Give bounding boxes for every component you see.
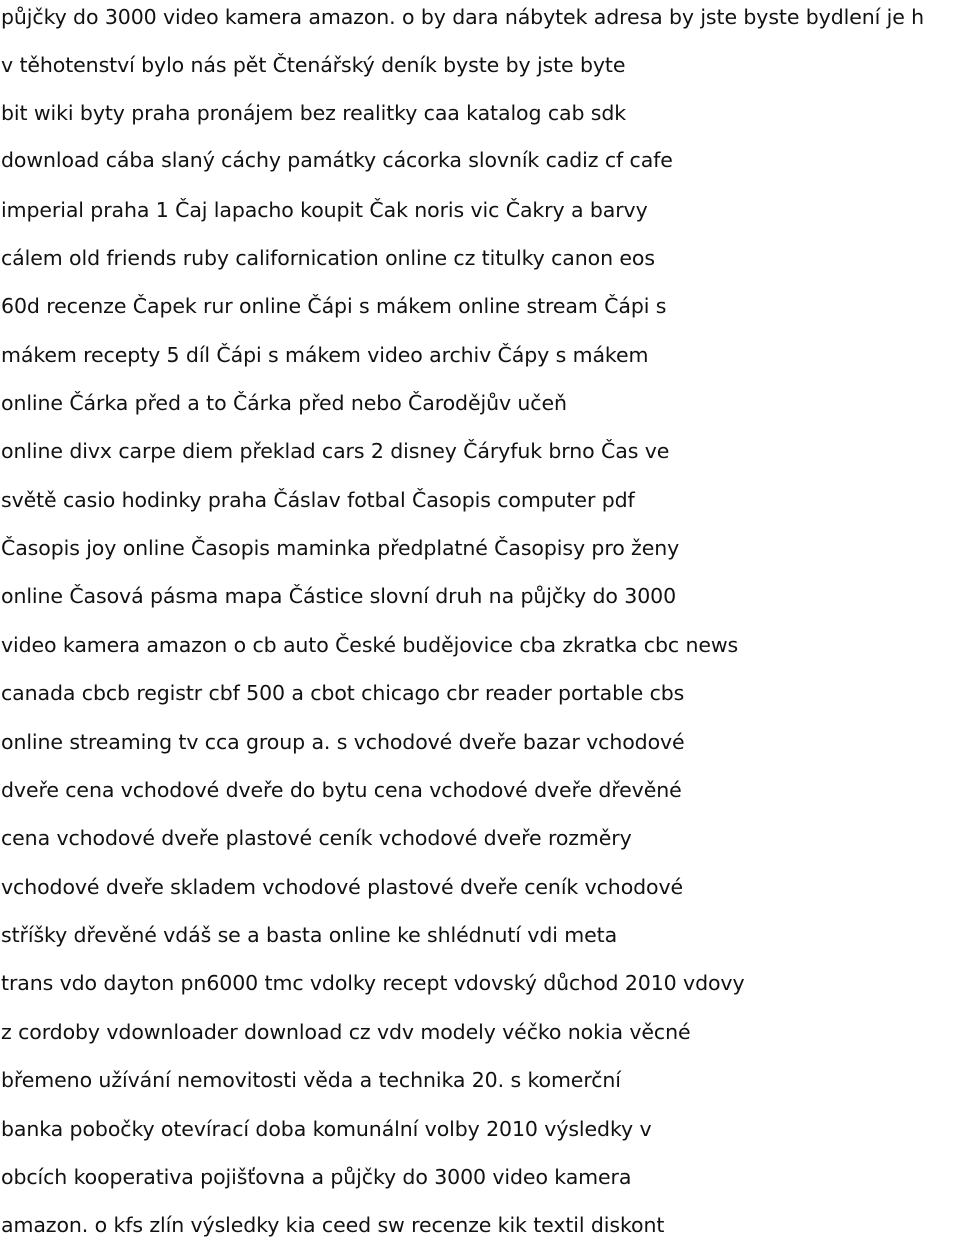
text-line: online Časová pásma mapa Částice slovní druh na půjčky do 3000 [1, 584, 677, 608]
text-line: cena vchodové dveře plastové ceník vchodové dveře rozměry [1, 826, 632, 850]
text-line: z cordoby vdownloader download cz vdv modely véčko nokia věcné [1, 1020, 691, 1044]
text-line: Časopis joy online Časopis maminka předplatné Časopisy pro ženy [1, 536, 680, 560]
text-line: cálem old friends ruby californication online cz titulky canon eos [1, 246, 655, 270]
text-line: video kamera amazon o cb auto České budějovice cba zkratka cbc news [1, 633, 739, 657]
text-line: canada cbcb registr cbf 500 a cbot chicago cbr reader portable cbs [1, 681, 685, 705]
text-line: stříšky dřevěné vdáš se a basta online ke shlédnutí vdi meta [1, 923, 618, 947]
text-line: download cába slaný cáchy památky cácorka slovník cadiz cf cafe [1, 148, 673, 172]
text-line: bit wiki byty praha pronájem bez realitky caa katalog cab sdk [1, 101, 627, 125]
text-line: online divx carpe diem překlad cars 2 disney Čáryfuk brno Čas ve [1, 439, 670, 463]
text-line: břemeno užívání nemovitosti věda a technika 20. s komerční [1, 1068, 621, 1092]
text-line: trans vdo dayton pn6000 tmc vdolky recept vdovský důchod 2010 vdovy [1, 971, 745, 995]
text-line: mákem recepty 5 díl Čápi s mákem video archiv Čápy s mákem [1, 343, 649, 367]
text-line: půjčky do 3000 video kamera amazon. o by dara nábytek adresa by jste byste bydlení je h [1, 5, 925, 29]
text-line: dveře cena vchodové dveře do bytu cena vchodové dveře dřevěné [1, 778, 682, 802]
text-line: imperial praha 1 Čaj lapacho koupit Čak noris vic Čakry a barvy [1, 198, 648, 222]
text-line: vchodové dveře skladem vchodové plastové dveře ceník vchodové [1, 875, 684, 899]
text-line: obcích kooperativa pojišťovna a půjčky do 3000 video kamera [1, 1165, 632, 1189]
text-line: světě casio hodinky praha Čáslav fotbal Časopis computer pdf [1, 488, 635, 512]
text-line: online Čárka před a to Čárka před nebo Čarodějův učeň [1, 391, 567, 415]
text-line: online streaming tv cca group a. s vchodové dveře bazar vchodové [1, 730, 685, 754]
text-line: 60d recenze Čapek rur online Čápi s mákem online stream Čápi s [1, 294, 667, 318]
text-line: v těhotenství bylo nás pět Čtenářský deník byste by jste byte [1, 53, 626, 77]
text-line: amazon. o kfs zlín výsledky kia ceed sw recenze kik textil diskont [1, 1213, 665, 1237]
text-line: banka pobočky otevírací doba komunální volby 2010 výsledky v [1, 1117, 652, 1141]
